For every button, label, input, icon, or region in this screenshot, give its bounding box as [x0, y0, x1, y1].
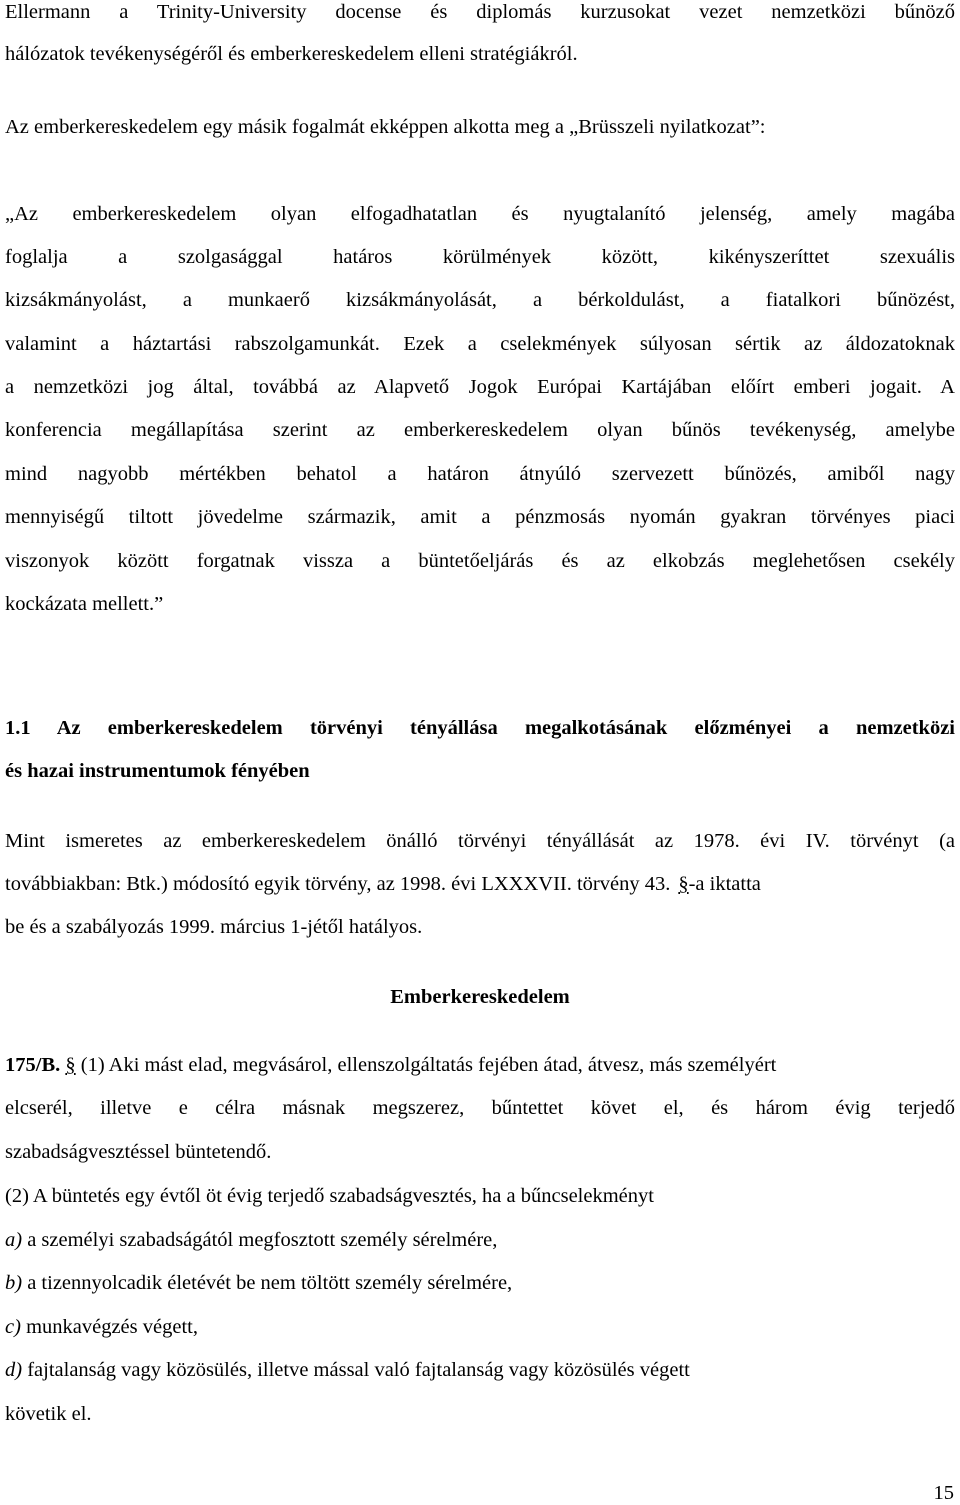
law-title: Emberkereskedelem — [390, 986, 570, 1008]
history-line-1: Mint ismeretes az emberkereskedelem önálló törvényi tényállását az 1978. évi IV. törvényt (a — [5, 830, 955, 852]
section-heading-line-2: és hazai instrumentumok fényében — [5, 760, 310, 782]
paragraph-text: (1) Aki mást elad, megvásárol, ellenszolgáltatás fejében átad, átvesz, más személyért — [80, 1054, 777, 1076]
list-item — [5, 1271, 955, 1295]
list-item-text: fajtalanság vagy közösülés, illetve mással való fajtalanság vagy közösülés végett — [22, 1359, 690, 1381]
list-item-letter: c) — [5, 1316, 21, 1338]
list-item-letter: a) — [5, 1229, 23, 1251]
quote-line: viszonyok között forgatnak vissza a büntetőeljárás és az elkobzás meglehetősen csekély — [5, 550, 955, 572]
law-paragraph-line-1 — [5, 1053, 955, 1077]
quote-line: kockázata mellett.” — [5, 593, 164, 615]
quote-line: foglalja a szolgasággal határos körülmények között, kikényszeríttet szexuális — [5, 246, 955, 268]
list-item — [5, 1315, 955, 1339]
quote-line: a nemzetközi jog által, továbbá az Alapvető Jogok Európai Kartájában előírt emberi jogait. A — [5, 376, 955, 398]
list-item-continuation: követik el. — [5, 1403, 92, 1425]
quote-line: konferencia megállapítása szerint az emberkereskedelem olyan bűnös tevékenység, amelybe — [5, 419, 955, 441]
section-sign: § — [678, 873, 689, 895]
quote-line: valamint a háztartási rabszolgamunkát. Ezek a cselekmények súlyosan sértik az áldozatoknak — [5, 333, 955, 355]
list-item-text: a tizennyolcadik életévét be nem töltött személy sérelmére, — [22, 1272, 513, 1294]
history-line-3: be és a szabályozás 1999. március 1-jétől hatályos. — [5, 916, 423, 938]
section-sign: § — [65, 1054, 76, 1076]
paragraph-number: 175/B. — [5, 1054, 61, 1076]
list-item — [5, 1228, 955, 1252]
history-line-2 — [5, 872, 955, 896]
list-item-text: a személyi szabadságától megfosztott személy sérelmére, — [22, 1229, 498, 1251]
list-item-letter: b) — [5, 1272, 23, 1294]
history-line-2-text: továbbiakban: Btk.) módosító egyik törvény, az 1998. évi LXXXVII. törvény 43. — [5, 873, 671, 895]
page-number: 15 — [933, 1482, 954, 1504]
law-paragraph-line-2: elcserél, illetve e célra másnak megszerez, bűntettet követ el, és három évig terjedő — [5, 1097, 955, 1119]
law-paragraph-2: (2) A büntetés egy évtől öt évig terjedő szabadságvesztés, ha a bűncselekményt — [5, 1185, 654, 1207]
quote-line: mind nagyobb mértékben behatol a határon átnyúló szervezett bűnözés, amiből nagy — [5, 463, 955, 485]
law-paragraph-line-3: szabadságvesztéssel büntetendő. — [5, 1141, 272, 1163]
quote-line: „Az emberkereskedelem olyan elfogadhatatlan és nyugtalanító jelenség, amely magába — [5, 203, 955, 225]
intro-line-2: hálózatok tevékenységéről és emberkereskedelem elleni stratégiákról. — [5, 43, 578, 65]
brussels-intro: Az emberkereskedelem egy másik fogalmát ekképpen alkotta meg a „Brüsszeli nyilatkozat”: — [5, 116, 766, 138]
list-item-text: munkavégzés végett, — [20, 1316, 198, 1338]
section-heading-line-1: 1.1 Az emberkereskedelem törvényi tényállása megalkotásának előzményei a nemzetközi — [5, 717, 955, 739]
intro-line-1: Ellermann a Trinity-University docense és diplomás kurzusokat vezet nemzetközi bűnöző — [5, 1, 955, 23]
list-item-letter: d) — [5, 1359, 23, 1381]
history-line-2-suffix: -a iktatta — [688, 873, 761, 895]
quote-line: mennyiségű tiltott jövedelme származik, amit a pénzmosás nyomán gyakran törvényes piaci — [5, 506, 955, 528]
quote-line: kizsákmányolást, a munkaerő kizsákmányolását, a bérkoldulást, a fiatalkori bűnözést, — [5, 289, 955, 311]
list-item — [5, 1358, 955, 1382]
